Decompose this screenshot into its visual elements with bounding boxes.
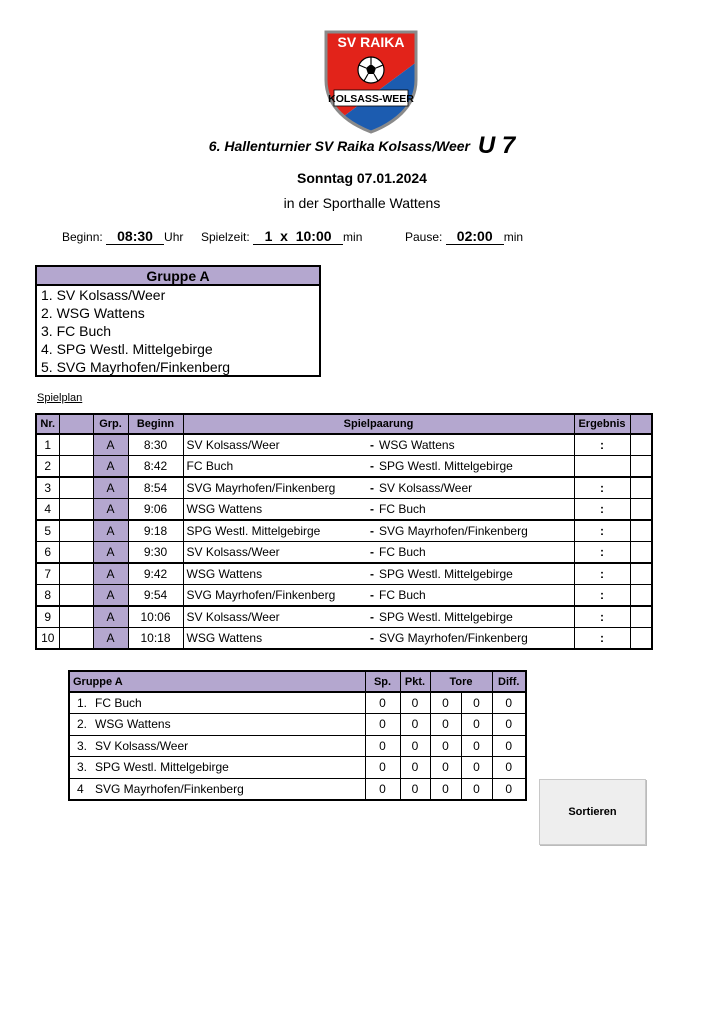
beginn-label: Beginn: <box>62 230 103 244</box>
schedule-row <box>36 606 652 628</box>
match-empty <box>59 628 93 650</box>
match-away-team: SPG Westl. Mittelgebirge <box>376 456 574 478</box>
match-away-team: FC Buch <box>376 585 574 607</box>
match-nr: 1 <box>36 434 59 456</box>
match-group: A <box>93 434 128 456</box>
match-result: : <box>574 542 630 564</box>
standings-rank: 1. <box>77 696 88 710</box>
match-extra <box>630 563 652 585</box>
match-dash: - <box>366 477 376 499</box>
schedule-row <box>36 563 652 585</box>
match-result: : <box>574 628 630 650</box>
standings-tore-for: 0 <box>430 778 461 800</box>
match-nr: 5 <box>36 520 59 542</box>
match-empty <box>59 520 93 542</box>
match-extra <box>630 520 652 542</box>
match-home-team: SVG Mayrhofen/Finkenberg <box>183 585 366 607</box>
spielzeit-label: Spielzeit: <box>201 230 250 244</box>
standings-rank: 3. <box>77 738 88 753</box>
match-nr: 8 <box>36 585 59 607</box>
match-extra <box>630 542 652 564</box>
match-home-team: WSG Wattens <box>183 563 366 585</box>
match-result: : <box>574 606 630 628</box>
standings-col-diff: Diff. <box>492 671 526 692</box>
standings-sp: 0 <box>365 735 400 757</box>
logo-text-bottom: KOLSASS-WEER <box>328 93 414 105</box>
match-home-team: SV Kolsass/Weer <box>183 434 366 456</box>
match-empty <box>59 456 93 478</box>
match-away-team: SV Kolsass/Weer <box>376 477 574 499</box>
standings-col-tore: Tore <box>430 671 492 692</box>
match-nr: 7 <box>36 563 59 585</box>
standings-tore-against: 0 <box>461 714 492 736</box>
club-logo <box>320 28 422 134</box>
standings-tore-for: 0 <box>430 714 461 736</box>
standings-team: SPG Westl. Mittelgebirge <box>95 760 229 775</box>
tournament-title <box>0 132 724 160</box>
match-group: A <box>93 606 128 628</box>
schedule-row <box>36 585 652 607</box>
schedule-row <box>36 477 652 499</box>
standings-header-row <box>69 671 526 692</box>
standings-team: WSG Wattens <box>95 717 171 732</box>
match-away-team: SPG Westl. Mittelgebirge <box>376 606 574 628</box>
match-dash: - <box>366 542 376 564</box>
match-group: A <box>93 477 128 499</box>
standings-diff: 0 <box>492 692 526 714</box>
match-result <box>574 456 630 478</box>
match-time: 8:42 <box>128 456 183 478</box>
match-dash: - <box>366 585 376 607</box>
col-beginn: Beginn <box>128 414 183 434</box>
standings-row <box>69 692 526 714</box>
standings-team-cell <box>69 692 365 714</box>
match-result: : <box>574 434 630 456</box>
group-team: 4. SPG Westl. Mittelgebirge <box>41 341 213 357</box>
match-extra <box>630 477 652 499</box>
schedule-row <box>36 520 652 542</box>
col-nr: Nr. <box>36 414 59 434</box>
match-result: : <box>574 477 630 499</box>
match-dash: - <box>366 499 376 521</box>
match-home-team: WSG Wattens <box>183 628 366 650</box>
match-home-team: FC Buch <box>183 456 366 478</box>
match-nr: 3 <box>36 477 59 499</box>
standings-team-cell <box>69 757 365 779</box>
match-time: 8:54 <box>128 477 183 499</box>
standings-pkt: 0 <box>400 757 430 779</box>
standings-tore-against: 0 <box>461 692 492 714</box>
col-empty-2 <box>630 414 652 434</box>
standings-row <box>69 778 526 800</box>
standings-sp: 0 <box>365 757 400 779</box>
match-away-team: SPG Westl. Mittelgebirge <box>376 563 574 585</box>
match-home-team: SV Kolsass/Weer <box>183 606 366 628</box>
match-result: : <box>574 563 630 585</box>
group-team: 3. FC Buch <box>41 323 112 339</box>
standings-sp: 0 <box>365 778 400 800</box>
col-empty <box>59 414 93 434</box>
standings-team: SVG Mayrhofen/Finkenberg <box>95 781 244 796</box>
match-dash: - <box>366 434 376 456</box>
standings-tore-against: 0 <box>461 778 492 800</box>
match-away-team: FC Buch <box>376 542 574 564</box>
standings-team: FC Buch <box>95 696 142 710</box>
schedule-row <box>36 542 652 564</box>
match-nr: 4 <box>36 499 59 521</box>
match-nr: 2 <box>36 456 59 478</box>
standings-pkt: 0 <box>400 778 430 800</box>
match-dash: - <box>366 563 376 585</box>
standings-rank: 3. <box>77 760 88 775</box>
match-empty <box>59 477 93 499</box>
match-away-team: WSG Wattens <box>376 434 574 456</box>
standings-row <box>69 757 526 779</box>
standings-rank: 4 <box>77 781 84 796</box>
spielzeit-info <box>201 229 362 245</box>
match-empty <box>59 542 93 564</box>
match-extra <box>630 499 652 521</box>
group-team: 1. SV Kolsass/Weer <box>41 287 166 303</box>
standings-row <box>69 735 526 757</box>
match-empty <box>59 434 93 456</box>
match-time: 9:06 <box>128 499 183 521</box>
match-extra <box>630 456 652 478</box>
match-group: A <box>93 456 128 478</box>
match-nr: 10 <box>36 628 59 650</box>
standings-diff: 0 <box>492 778 526 800</box>
match-dash: - <box>366 628 376 650</box>
standings-team: SV Kolsass/Weer <box>95 738 189 753</box>
match-group: A <box>93 520 128 542</box>
standings-team-cell <box>69 778 365 800</box>
standings-diff: 0 <box>492 714 526 736</box>
match-time: 9:42 <box>128 563 183 585</box>
standings-sp: 0 <box>365 692 400 714</box>
schedule-header-row <box>36 414 652 434</box>
group-a-box <box>35 265 321 377</box>
standings-pkt: 0 <box>400 692 430 714</box>
match-dash: - <box>366 606 376 628</box>
match-empty <box>59 606 93 628</box>
spielplan-label: Spielplan <box>37 392 83 404</box>
standings-table <box>68 670 527 801</box>
match-away-team: FC Buch <box>376 499 574 521</box>
standings-col-pkt: Pkt. <box>400 671 430 692</box>
beginn-unit: Uhr <box>164 230 184 244</box>
match-group: A <box>93 628 128 650</box>
standings-team-cell <box>69 735 365 757</box>
beginn-info <box>62 229 183 245</box>
group-team: 2. WSG Wattens <box>41 305 145 321</box>
col-spielpaarung: Spielpaarung <box>183 414 574 434</box>
match-empty <box>59 563 93 585</box>
match-extra <box>630 628 652 650</box>
standings-tore-for: 0 <box>430 735 461 757</box>
standings-pkt: 0 <box>400 714 430 736</box>
match-extra <box>630 434 652 456</box>
match-nr: 9 <box>36 606 59 628</box>
standings-tore-for: 0 <box>430 757 461 779</box>
title-suffix: U 7 <box>477 132 516 159</box>
standings-rank: 2. <box>77 717 88 732</box>
match-group: A <box>93 585 128 607</box>
pause-label: Pause: <box>405 230 443 244</box>
match-dash: - <box>366 520 376 542</box>
standings-diff: 0 <box>492 735 526 757</box>
standings-tore-for: 0 <box>430 692 461 714</box>
match-extra <box>630 606 652 628</box>
group-team: 5. SVG Mayrhofen/Finkenberg <box>41 359 231 375</box>
match-result: : <box>574 520 630 542</box>
match-dash: - <box>366 456 376 478</box>
match-home-team: SPG Westl. Mittelgebirge <box>183 520 366 542</box>
col-ergebnis: Ergebnis <box>574 414 630 434</box>
match-away-team: SVG Mayrhofen/Finkenberg <box>376 520 574 542</box>
standings-tore-against: 0 <box>461 757 492 779</box>
pause-unit: min <box>503 230 524 244</box>
tournament-venue: in der Sporthalle Wattens <box>283 195 441 211</box>
match-result: : <box>574 499 630 521</box>
sort-button[interactable]: Sortieren <box>539 779 646 845</box>
standings-pkt: 0 <box>400 735 430 757</box>
match-time: 10:18 <box>128 628 183 650</box>
match-home-team: WSG Wattens <box>183 499 366 521</box>
match-empty <box>59 585 93 607</box>
logo-text-top: SV RAIKA <box>337 34 405 50</box>
match-time: 8:30 <box>128 434 183 456</box>
match-empty <box>59 499 93 521</box>
match-home-team: SVG Mayrhofen/Finkenberg <box>183 477 366 499</box>
match-group: A <box>93 563 128 585</box>
pause-value: 02:00 <box>446 229 504 245</box>
standings-tore-against: 0 <box>461 735 492 757</box>
match-time: 9:18 <box>128 520 183 542</box>
schedule-row <box>36 456 652 478</box>
standings-diff: 0 <box>492 757 526 779</box>
match-away-team: SVG Mayrhofen/Finkenberg <box>376 628 574 650</box>
schedule-row <box>36 628 652 650</box>
standings-team-cell <box>69 714 365 736</box>
match-home-team: SV Kolsass/Weer <box>183 542 366 564</box>
spielzeit-value: 1 x 10:00 <box>253 229 343 245</box>
schedule-row <box>36 499 652 521</box>
beginn-value: 08:30 <box>106 229 164 245</box>
spielzeit-unit: min <box>343 230 363 244</box>
group-title: Gruppe A <box>37 267 319 286</box>
match-extra <box>630 585 652 607</box>
match-group: A <box>93 499 128 521</box>
standings-row <box>69 714 526 736</box>
schedule-row <box>36 434 652 456</box>
match-time: 10:06 <box>128 606 183 628</box>
match-nr: 6 <box>36 542 59 564</box>
title-text: 6. Hallenturnier SV Raika Kolsass/Weer <box>208 138 470 154</box>
pause-info <box>405 229 523 245</box>
match-time: 9:54 <box>128 585 183 607</box>
standings-sp: 0 <box>365 714 400 736</box>
tournament-date: Sonntag 07.01.2024 <box>297 170 427 186</box>
col-grp: Grp. <box>93 414 128 434</box>
match-group: A <box>93 542 128 564</box>
standings-col-sp: Sp. <box>365 671 400 692</box>
match-time: 9:30 <box>128 542 183 564</box>
match-result: : <box>574 585 630 607</box>
standings-col-group: Gruppe A <box>69 671 365 692</box>
schedule-table <box>35 413 653 650</box>
